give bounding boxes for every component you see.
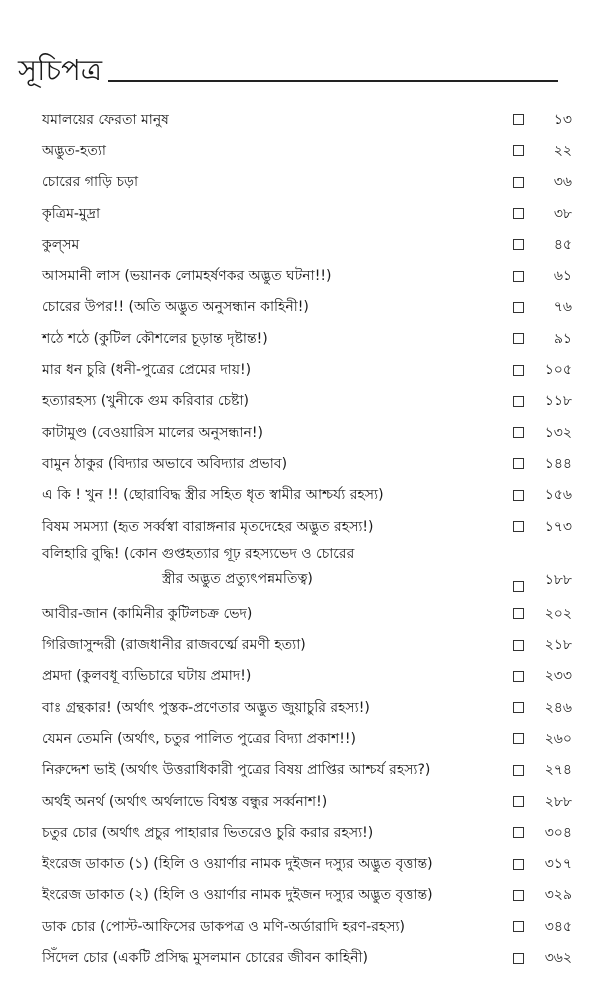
entry-title-line: অদ্ভুত-হত্যা [42,142,106,159]
entry-title-line: হত্যারহস্য (খুনীকে গুম করিবার চেষ্টা) [42,393,249,410]
toc-entry[interactable] [42,135,572,166]
entry-title [42,170,513,194]
page-number: ১৫৬ [544,487,572,504]
entry-title-line: শঠে শঠে (কুটিল কৌশলের চূড়ান্ত দৃষ্টান্ত!) [42,330,268,347]
page-number: ৩৬ [553,174,572,191]
entry-title [42,139,513,163]
toc-entry[interactable] [42,167,572,198]
square-bullet-icon [513,640,524,651]
entry-title-line: নিরুদ্দেশ ভাই (অর্থাৎ উত্তরাধিকারী পুত্রের বিষয় প্রাপ্তির আশ্চর্য রহস্য?) [42,762,431,779]
entry-title-line: অর্থই অনর্থ (অর্থাৎ অর্থলাভে বিশ্বস্ত বন্ধুর সর্ব্বনাশ!) [42,793,328,810]
entry-title [42,664,513,688]
toc-entry[interactable] [42,786,572,817]
entry-title [42,233,513,257]
entry-title [42,358,513,382]
toc-entry[interactable] [42,598,572,629]
page-number: ১৩ [553,111,572,128]
entry-title [42,515,513,539]
entry-title [42,264,513,288]
entry-title-line: আসমানী লাস (ভয়ানক লোমহর্ষণকর অদ্ভুত ঘটনা!!) [42,268,332,285]
page-number: ১৪৪ [544,455,572,472]
page-number: ৪৫ [553,236,572,253]
toc-entry[interactable] [42,104,572,135]
entry-title [42,295,513,319]
entry-title [42,202,513,226]
square-bullet-icon [513,239,524,250]
page-title: সূচিপত্র [18,53,103,87]
entry-title-line: প্রমদা (কুলবধূ ব্যভিচারে ঘটায় প্রমাদ!) [42,668,252,685]
square-bullet-icon [513,114,524,125]
page-number: ৩১৭ [544,856,572,873]
square-bullet-icon [513,765,524,776]
entry-title [42,696,513,720]
page-number: ২৭৪ [544,762,572,779]
entry-title-line: চতুর চোর (অর্থাৎ প্রচুর পাহারার ভিতরেও চুরি করার রহস্য!) [42,824,374,841]
entry-title [42,821,513,845]
toc-entry[interactable] [42,260,572,291]
toc-entry[interactable] [42,755,572,786]
entry-title-line: কুল্‌সম [42,236,80,253]
square-bullet-icon [513,302,524,313]
entry-title-line: ডাক চোর (পোস্ট-আফিসের ডাকপত্র ও মণি-অর্ডারাদি হরণ-রহস্য) [42,918,406,935]
page-number: ২১৮ [544,637,572,654]
toc-entry[interactable] [42,723,572,754]
toc-entry[interactable] [42,629,572,660]
entry-title-line: বলিহারি বুদ্ধি! (কোন গুপ্তহত্যার গূঢ় রহস্যভেদ ও চোরের [42,546,355,563]
square-bullet-icon [513,671,524,682]
square-bullet-icon [513,521,524,532]
square-bullet-icon [513,733,524,744]
page-number: ৩৮ [553,205,572,222]
page-number: ২০২ [544,605,572,622]
toc-list [42,104,572,974]
page-number: ৭৬ [553,299,572,316]
entry-title-line: আবীর-জান (কামিনীর কুটিলচক্র ভেদ) [42,605,253,622]
page-number: ৬১ [553,268,572,285]
square-bullet-icon [513,796,524,807]
entry-title [42,633,513,657]
entry-title [42,946,513,970]
entry-title-line: বাঃ গ্রন্থকার! (অর্থাৎ পুস্তক-প্রণেতার অদ্ভুত জুয়াচুরি রহস্য!) [42,699,370,716]
toc-entry[interactable] [42,417,572,448]
toc-entry[interactable] [42,323,572,354]
page-number: ১১৮ [544,393,572,410]
square-bullet-icon [513,581,524,592]
toc-entry[interactable] [42,817,572,848]
page-number: ৯১ [553,330,572,347]
square-bullet-icon [513,208,524,219]
toc-entry[interactable] [42,911,572,942]
entry-title [42,542,513,592]
page-number: ১৩২ [544,424,572,441]
toc-entry[interactable] [42,692,572,723]
entry-title-line: ইংরেজ ডাকাত (২) (হিলি ও ওয়ার্ণার নামক দুইজন দস্যুর অদ্ভুত বৃত্তান্ত) [42,887,433,904]
toc-entry[interactable] [42,480,572,511]
square-bullet-icon [513,145,524,156]
entry-title-line: কাটামুণ্ড (বেওয়ারিস মালের অনুসন্ধান!) [42,424,263,441]
toc-header [18,52,558,88]
entry-title [42,852,513,876]
toc-entry[interactable] [42,880,572,911]
toc-entry[interactable] [42,354,572,385]
toc-entry[interactable] [42,229,572,260]
toc-entry[interactable] [42,198,572,229]
page-number: ৩২৯ [544,887,572,904]
toc-entry[interactable] [42,661,572,692]
entry-title [42,108,513,132]
entry-title-line: বামুন ঠাকুর (বিদ্যার অভাবে অবিদ্যার প্রভাব) [42,455,288,472]
square-bullet-icon [513,921,524,932]
square-bullet-icon [513,271,524,282]
entry-title [42,421,513,445]
entry-title-line: কৃত্রিম-মুদ্রা [42,205,101,222]
square-bullet-icon [513,365,524,376]
entry-title-line: চোরের গাড়ি চড়া [42,174,139,191]
toc-entry[interactable] [42,448,572,479]
square-bullet-icon [513,859,524,870]
square-bullet-icon [513,396,524,407]
toc-entry[interactable] [42,386,572,417]
page-number: ৩০৪ [544,824,572,841]
page-number: ১০৫ [544,362,572,379]
toc-entry[interactable] [42,849,572,880]
entry-title-line: মার ধন চুরি (ধনী-পুত্রের প্রেমের দায়!) [42,362,252,379]
page-number: ২৩৩ [544,668,572,685]
entry-title-line: গিরিজাসুন্দরী (রাজধানীর রাজবর্ত্মে রমণী হত্যা) [42,637,306,654]
square-bullet-icon [513,608,524,619]
page-number: ৩৬২ [544,950,572,967]
page-number: ২৮৮ [544,793,572,810]
toc-entry[interactable] [42,542,572,598]
title-rule [108,80,558,82]
toc-entry[interactable] [42,511,572,542]
page-number: ২৬০ [544,730,572,747]
entry-title [42,790,513,814]
entry-title [42,389,513,413]
entry-title-line: এ কি ! খুন !! (ছোরাবিদ্ধ স্ত্রীর সহিত ধৃত স্বামীর আশ্চর্য্য রহস্য) [42,487,384,504]
entry-title [42,915,513,939]
entry-title [42,883,513,907]
entry-title-line: যমালয়ের ফেরতা মানুষ [42,111,169,128]
page-number: ১৭৩ [544,518,572,535]
square-bullet-icon [513,953,524,964]
entry-title [42,602,513,626]
page-number: ২২ [553,142,572,159]
square-bullet-icon [513,890,524,901]
page-number: ১৮৮ [544,572,572,589]
square-bullet-icon [513,333,524,344]
entry-title-line: চোরের উপর!! (অতি অদ্ভুত অনুসন্ধান কাহিনী!) [42,299,309,316]
page-number: ৩৪৫ [544,918,572,935]
square-bullet-icon [513,827,524,838]
toc-entry[interactable] [42,292,572,323]
entry-title-line-2: স্ত্রীর অদ্ভুত প্রত্যুৎপন্নমতিত্ব) [162,571,313,588]
page-number: ২৪৬ [544,699,572,716]
entry-title [42,327,513,351]
square-bullet-icon [513,490,524,501]
entry-title-line: যেমন তেমনি (অর্থাৎ, চতুর পালিত পুত্রের বিদ্যা প্রকাশ!!) [42,730,356,747]
square-bullet-icon [513,458,524,469]
square-bullet-icon [513,427,524,438]
entry-title [42,483,513,507]
square-bullet-icon [513,702,524,713]
entry-title [42,758,513,782]
entry-title-line: সিঁদেল চোর (একটি প্রসিদ্ধ মুসলমান চোরের জীবন কাহিনী) [42,950,369,967]
toc-entry[interactable] [42,942,572,973]
entry-title-line: ইংরেজ ডাকাত (১) (হিলি ও ওয়ার্ণার নামক দুইজন দস্যুর অদ্ভুত বৃত্তান্ত) [42,856,433,873]
entry-title [42,452,513,476]
square-bullet-icon [513,177,524,188]
entry-title [42,727,513,751]
entry-title-line: বিষম সমস্যা (হৃত সর্ব্বস্বা বারাঙ্গনার মৃতদেহের অদ্ভুত রহস্য!) [42,518,374,535]
